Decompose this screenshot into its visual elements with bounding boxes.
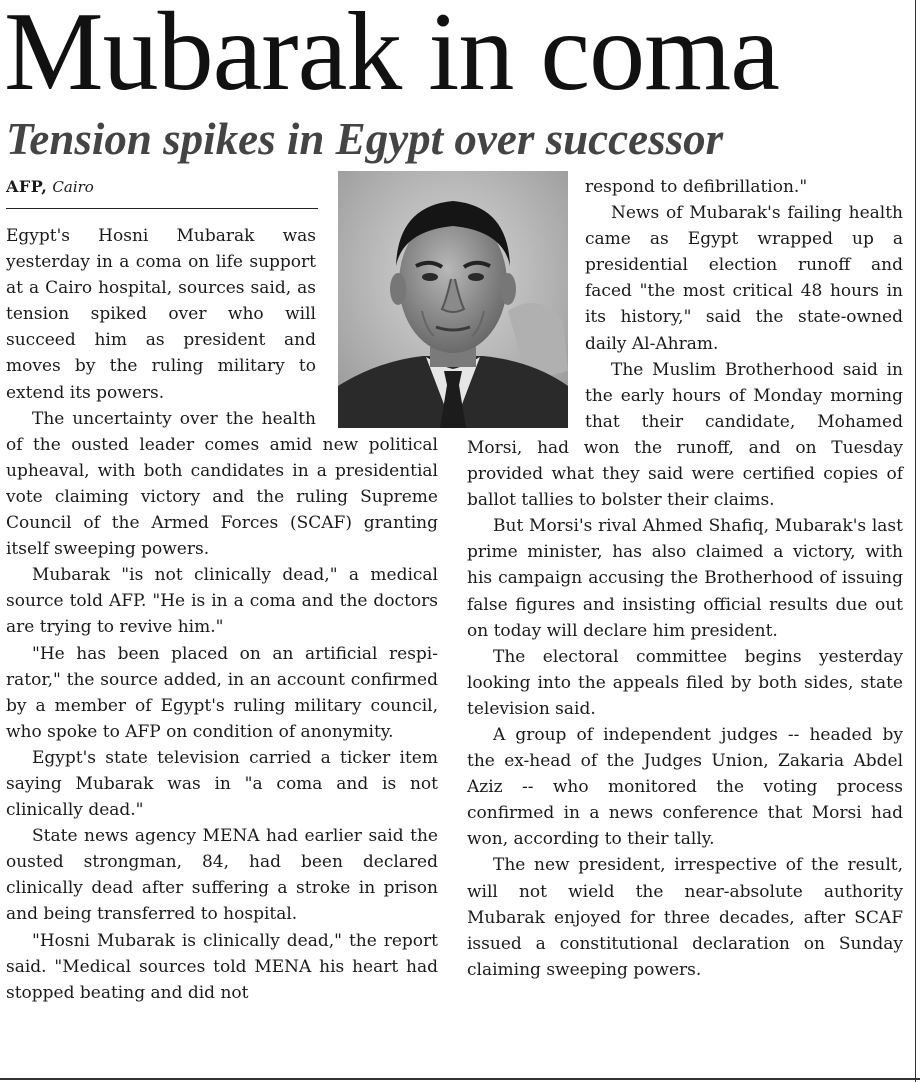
- paragraph: But Morsi's rival Ahmed Shafiq, Mubarak's last prime minister, has also claimed a victory, with his campaign accusing the Brotherhood of issuing false figures and insisting official results due out on today will declare him president.: [467, 516, 903, 641]
- paragraph: Egypt's state television carried a ticker item saying Mubarak was in "a coma and is not clinically dead.": [6, 747, 438, 821]
- paragraph: The electoral committee begins yesterday looking into the appeals filed by both sides, state television said.: [467, 646, 903, 719]
- paragraph: The Muslim Brotherhood said in the early hours of Monday morning that their candidate, Mohamed Morsi, had won the runoff, and on Tuesday provided what they said were certified copies of ballot tallies to bolster their claims.: [467, 359, 903, 511]
- page-border-right: [915, 0, 916, 1082]
- paragraph: Mubarak "is not clinically dead," a medical source told AFP. "He is in a coma and the doctors are trying to revive him.": [6, 565, 438, 638]
- paragraph: "He has been placed on an artificial respirator," the source added, in an account confirmed by a member of Egypt's ruling military council, who spoke to AFP on condition of anonymity.: [6, 643, 438, 742]
- byline-agency: AFP,: [6, 177, 48, 196]
- paragraph: respond to defibrillation.": [585, 177, 808, 197]
- article-right-column: [467, 174, 903, 983]
- paragraph: Egypt's Hosni Mubarak was yesterday in a coma on life support at a Cairo hospital, sources said, as tension spiked over who will succeed him as president and moves by the ruling military to extend its powers.: [6, 226, 316, 403]
- page-border-bottom: [0, 1078, 920, 1080]
- paragraph: State news agency MENA had earlier said the ousted strongman, 84, had been declared clinically dead after suffering a stroke in prison and being transferred to hospital.: [6, 826, 438, 925]
- byline-location: Cairo: [52, 178, 94, 196]
- paragraph: The uncertainty over the health of the ousted leader comes amid new political upheaval, with both candidates in a presidential vote claiming victory and the ruling Supreme Council of the Armed Forces (SCAF) granting itself sweeping powers.: [6, 408, 438, 560]
- headline: Mubarak in coma: [4, 0, 779, 114]
- paragraph: A group of independent judges -- headed by the ex-head of the Judges Union, Zakaria Abdel Aziz -- who monitored the voting process confirmed in a news conference that Morsi had won, according to their tally.: [467, 724, 903, 850]
- subheadline: Tension spikes in Egypt over successor: [6, 114, 724, 164]
- paragraph: The new president, irrespective of the result, will not wield the near-absolute authority Mubarak enjoyed for three decades, after SCAF issued a constitutional declaration on Sunday claiming sweeping powers.: [467, 855, 903, 980]
- byline: [6, 174, 318, 209]
- paragraph: "Hosni Mubarak is clinically dead," the report said. "Medical sources told MENA his heart had stopped beating and did not: [6, 930, 438, 1003]
- paragraph: News of Mubarak's failing health came as Egypt wrapped up a presidential election runoff and faced "the most critical 48 hours in its history," said the state-owned daily Al-Ahram.: [585, 203, 903, 354]
- article-left-column: [6, 174, 438, 1006]
